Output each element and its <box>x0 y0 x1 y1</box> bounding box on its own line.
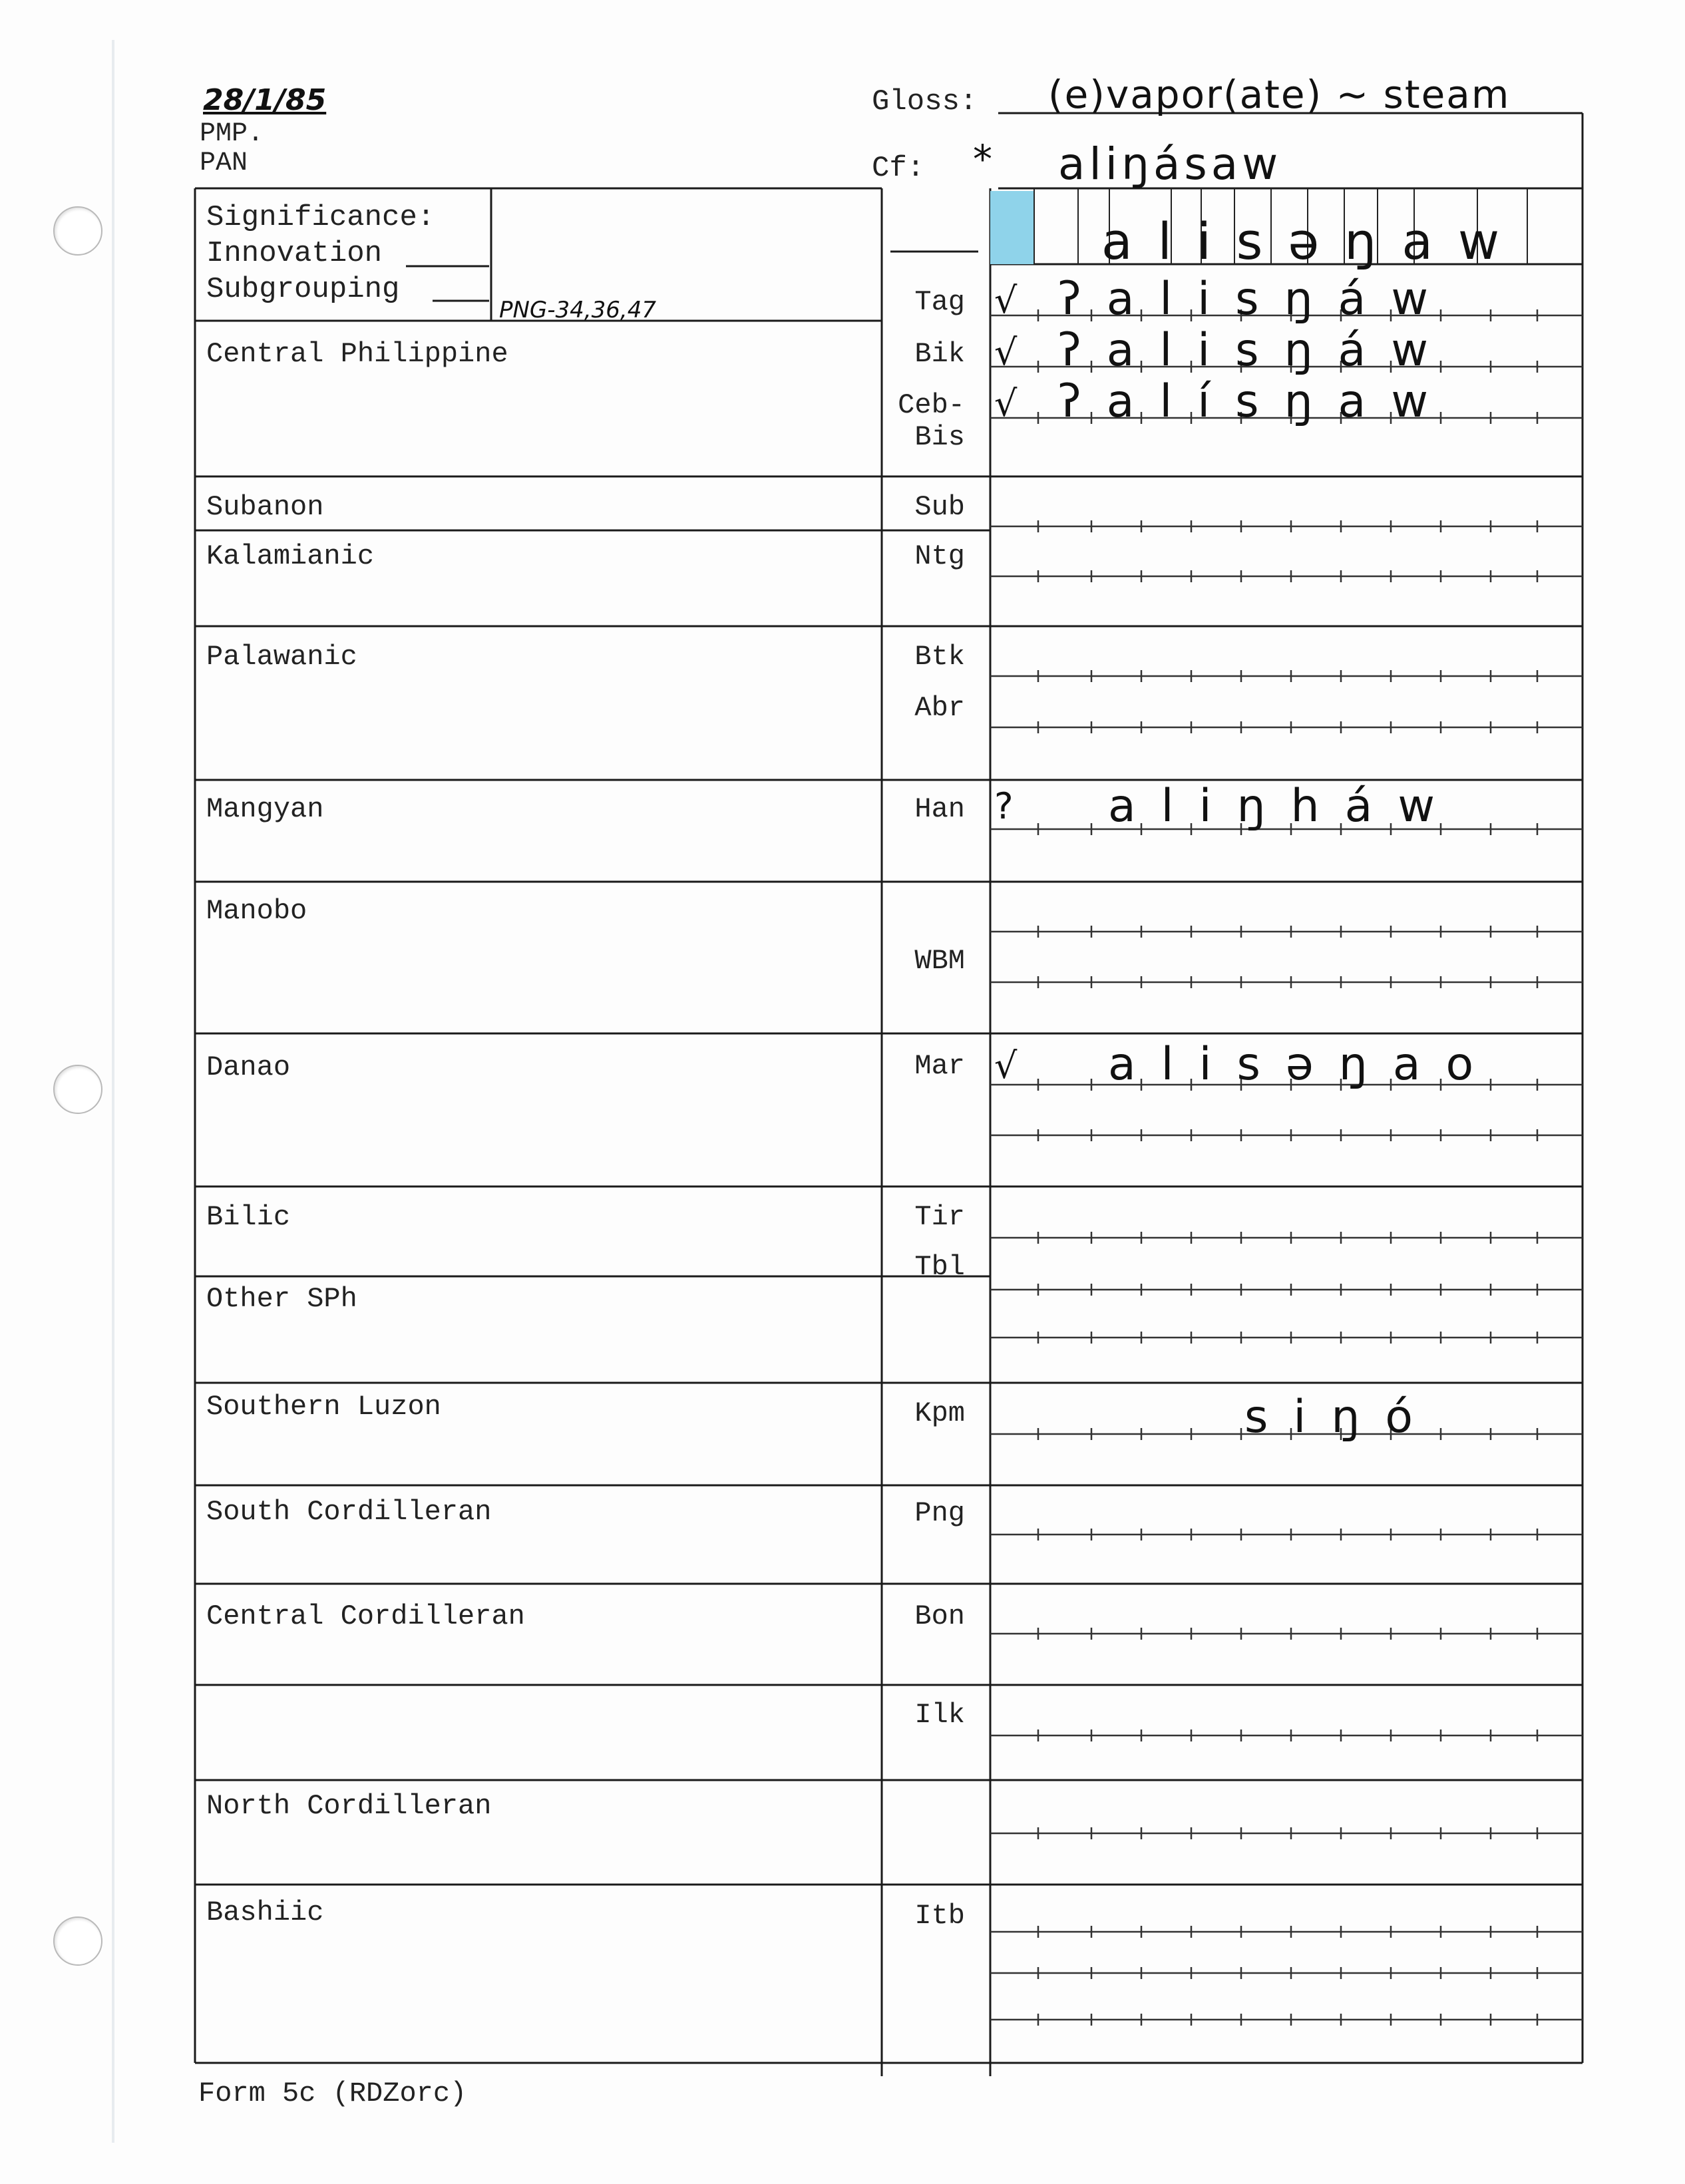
cf-value: aliŋásaw <box>1058 138 1282 190</box>
lang-abbr-tbl: Tbl <box>914 1251 965 1283</box>
group-subanon: Subanon <box>206 491 324 523</box>
lang-abbr-mar: Mar <box>914 1050 965 1082</box>
subgrouping-note: PNG-34,36,47 <box>499 297 656 323</box>
lang-abbr-han: Han <box>914 793 965 825</box>
form-tag: ʔalisŋáw <box>1058 273 1453 325</box>
form-han: aliŋháw <box>1108 780 1460 832</box>
check-mark-mar: √ <box>994 1045 1018 1087</box>
lang-abbr-bik: Bik <box>914 338 965 370</box>
group-central-cordilleran: Central Cordilleran <box>206 1600 525 1632</box>
lang-abbr-sub: Sub <box>914 491 965 523</box>
lang-abbr-btk: Btk <box>914 641 965 673</box>
group-manobo: Manobo <box>206 895 307 927</box>
check-mark-bik: √ <box>994 331 1018 373</box>
form-bik: ʔalisŋáw <box>1058 324 1453 377</box>
group-north-cordilleran: North Cordilleran <box>206 1790 492 1822</box>
lang-abbr-ntg: Ntg <box>914 540 965 572</box>
form-mar: alisəŋao <box>1108 1038 1499 1091</box>
group-central-philippine: Central Philippine <box>206 338 508 370</box>
form-kpm: siŋó <box>1244 1391 1439 1443</box>
lang-abbr-tag: Tag <box>914 286 965 318</box>
group-kalamianic: Kalamianic <box>206 540 375 572</box>
proto-label-pan: PAN <box>200 148 248 178</box>
innovation-label: Innovation <box>206 237 383 270</box>
date: 28/1/85 <box>203 83 327 117</box>
group-mangyan: Mangyan <box>206 793 324 825</box>
gloss-label: Gloss: <box>872 85 978 118</box>
cf-label: Cf: <box>872 152 925 185</box>
group-danao: Danao <box>206 1051 291 1083</box>
reconstruction-form: alisəŋaw <box>1101 212 1525 271</box>
subgrouping-label: Subgrouping <box>206 273 400 306</box>
group-bilic: Bilic <box>206 1201 291 1233</box>
lang-abbr-ceb-bis: Ceb-Bis <box>898 389 965 453</box>
proto-label-pmp: PMP. <box>200 119 264 149</box>
form-ceb-bis: ʔalísŋaw <box>1058 375 1453 428</box>
lang-abbr-ilk: Ilk <box>914 1699 965 1731</box>
lang-abbr-kpm: Kpm <box>914 1397 965 1429</box>
check-mark-ceb-bis: √ <box>994 383 1018 425</box>
lang-abbr-itb: Itb <box>914 1900 965 1932</box>
question-mark-han: ? <box>994 785 1014 827</box>
group-south-cordilleran: South Cordilleran <box>206 1496 492 1528</box>
group-palawanic: Palawanic <box>206 641 357 673</box>
lang-abbr-bon: Bon <box>914 1600 965 1632</box>
check-mark-tag: √ <box>994 279 1018 321</box>
cf-star: * <box>973 136 992 182</box>
lang-abbr-png: Png <box>914 1497 965 1529</box>
group-southern-luzon: Southern Luzon <box>206 1391 441 1423</box>
gloss-value: (e)vapor(ate) ~ steam <box>1048 72 1511 117</box>
lang-abbr-abr: Abr <box>914 692 965 724</box>
lang-abbr-wbm: WBM <box>914 945 965 977</box>
group-other-sph: Other SPh <box>206 1283 357 1315</box>
significance-title: Significance: <box>206 201 435 234</box>
group-bashiic: Bashiic <box>206 1897 324 1928</box>
lang-abbr-tir: Tir <box>914 1201 965 1233</box>
form-footer: Form 5c (RDZorc) <box>198 2078 467 2109</box>
